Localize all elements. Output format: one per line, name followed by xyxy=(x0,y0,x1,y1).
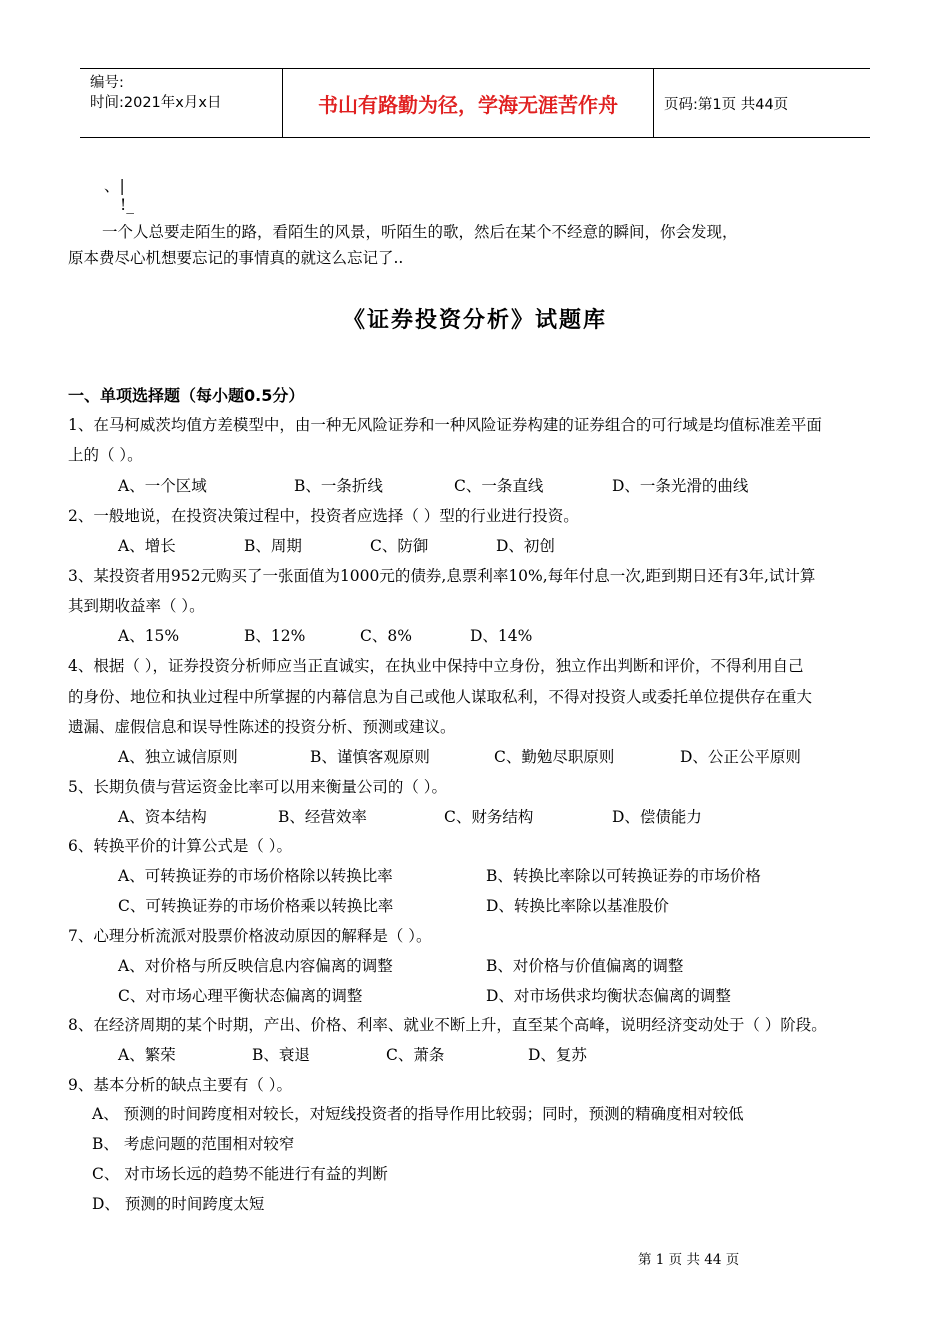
q3-option-c: C、8% xyxy=(360,627,412,645)
q7-option-a: A、对价格与所反映信息内容偏离的调整 xyxy=(118,957,393,975)
q2-option-b: B、周期 xyxy=(244,537,302,555)
section-heading: 一、单项选择题（每小题0.5分） xyxy=(68,386,305,405)
q7-option-c: C、对市场心理平衡状态偏离的调整 xyxy=(118,987,363,1005)
q5-option-c: C、财务结构 xyxy=(444,808,534,826)
q4-option-c: C、勤勉尽职原则 xyxy=(494,748,615,766)
header-table xyxy=(80,68,870,138)
question-5-line-1: 5、长期负债与营运资金比率可以用来衡量公司的（ ）。 xyxy=(68,778,448,796)
question-8-line-1: 8、在经济周期的某个时期，产出、价格、利率、就业不断上升，直至某个高峰，说明经济变动处于（ ）阶段。 xyxy=(68,1016,827,1034)
q7-option-d: D、对市场供求均衡状态偏离的调整 xyxy=(486,987,731,1005)
q9-option-a: A、 预测的时间跨度相对较长，对短线投资者的指导作用比较弱；同时，预测的精确度相对较低 xyxy=(92,1105,744,1123)
header-left-cell xyxy=(80,69,282,137)
q5-option-a: A、资本结构 xyxy=(118,808,207,826)
q1-option-a: A、一个区域 xyxy=(118,477,207,495)
q3-option-b: B、12% xyxy=(244,627,306,645)
question-1-line-1: 1、在马柯威茨均值方差模型中，由一种无风险证券和一种风险证券构建的证券组合的可行域是均值标准差平面 xyxy=(68,416,822,434)
q9-option-d: D、 预测的时间跨度太短 xyxy=(92,1195,265,1213)
page-footer: 第 1 页 共 44 页 xyxy=(638,1252,740,1268)
q6-option-d: D、转换比率除以基准股价 xyxy=(486,897,669,915)
document-title: 《证券投资分析》试题库 xyxy=(342,307,607,333)
q4-option-b: B、谨慎客观原则 xyxy=(310,748,430,766)
q1-option-b: B、一条折线 xyxy=(294,477,383,495)
intro-line-2: 原本费尽心机想要忘记的事情真的就这么忘记了.. xyxy=(68,249,404,267)
q1-option-c: C、一条直线 xyxy=(454,477,544,495)
q8-option-c: C、萧条 xyxy=(386,1046,445,1064)
question-4-line-3: 遗漏、虚假信息和误导性陈述的投资分析、预测或建议。 xyxy=(68,718,456,736)
question-2-line-1: 2、一般地说，在投资决策过程中，投资者应选择（ ）型的行业进行投资。 xyxy=(68,507,579,525)
intro-line-1: 一个人总要走陌生的路，看陌生的风景，听陌生的歌，然后在某个不经意的瞬间，你会发现， xyxy=(102,223,738,241)
q5-option-b: B、经营效率 xyxy=(278,808,367,826)
question-9-line-1: 9、基本分析的缺点主要有（ ）。 xyxy=(68,1076,293,1094)
q7-option-b: B、对价格与价值偏离的调整 xyxy=(486,957,684,975)
q2-option-a: A、增长 xyxy=(118,537,176,555)
q8-option-b: B、衰退 xyxy=(252,1046,310,1064)
header-motto: 书山有路勤为径，学海无涯苦作舟 xyxy=(282,69,654,137)
q9-option-c: C、 对市场长远的趋势不能进行有益的判断 xyxy=(92,1165,388,1183)
q6-option-c: C、可转换证券的市场价格乘以转换比率 xyxy=(118,897,394,915)
q6-option-a: A、可转换证券的市场价格除以转换比率 xyxy=(118,867,393,885)
q8-option-a: A、繁荣 xyxy=(118,1046,176,1064)
question-4-line-1: 4、根据（ ），证券投资分析师应当正直诚实，在执业中保持中立身份，独立作出判断和评价，不得利用自己 xyxy=(68,657,804,675)
q6-option-b: B、转换比率除以可转换证券的市场价格 xyxy=(486,867,761,885)
header-page-info: 页码:第1页 共44页 xyxy=(664,96,789,113)
q1-option-d: D、一条光滑的曲线 xyxy=(612,477,749,495)
q8-option-d: D、复苏 xyxy=(528,1046,587,1064)
q5-option-d: D、偿债能力 xyxy=(612,808,702,826)
question-7-line-1: 7、心理分析流派对股票价格波动原因的解释是（ ）。 xyxy=(68,927,432,945)
question-1-line-2: 上的（ ）。 xyxy=(68,446,143,464)
question-6-line-1: 6、转换平价的计算公式是（ ）。 xyxy=(68,837,293,855)
question-3-line-1: 3、某投资者用952元购买了一张面值为1000元的债券,息票利率10%,每年付息一次,距到期日还有3年,试计算 xyxy=(68,567,816,585)
q3-option-d: D、14% xyxy=(470,627,533,645)
q3-option-a: A、15% xyxy=(118,627,180,645)
question-3-line-2: 其到期收益率（ ）。 xyxy=(68,597,205,615)
stray-mark-2: !_ xyxy=(120,196,134,214)
question-4-line-2: 的身份、地位和执业过程中所掌握的内幕信息为自己或他人谋取私利，不得对投资人或委托单位提供存在重大 xyxy=(68,688,813,706)
stray-mark-1: 、| xyxy=(104,177,125,195)
time-label: 时间:2021年x月x日 xyxy=(90,95,222,111)
q2-option-d: D、初创 xyxy=(496,537,555,555)
q2-option-c: C、防御 xyxy=(370,537,429,555)
q9-option-b: B、 考虑问题的范围相对较窄 xyxy=(92,1135,295,1153)
number-label: 编号: xyxy=(90,75,124,91)
q4-option-a: A、独立诚信原则 xyxy=(118,748,238,766)
q4-option-d: D、公正公平原则 xyxy=(680,748,801,766)
